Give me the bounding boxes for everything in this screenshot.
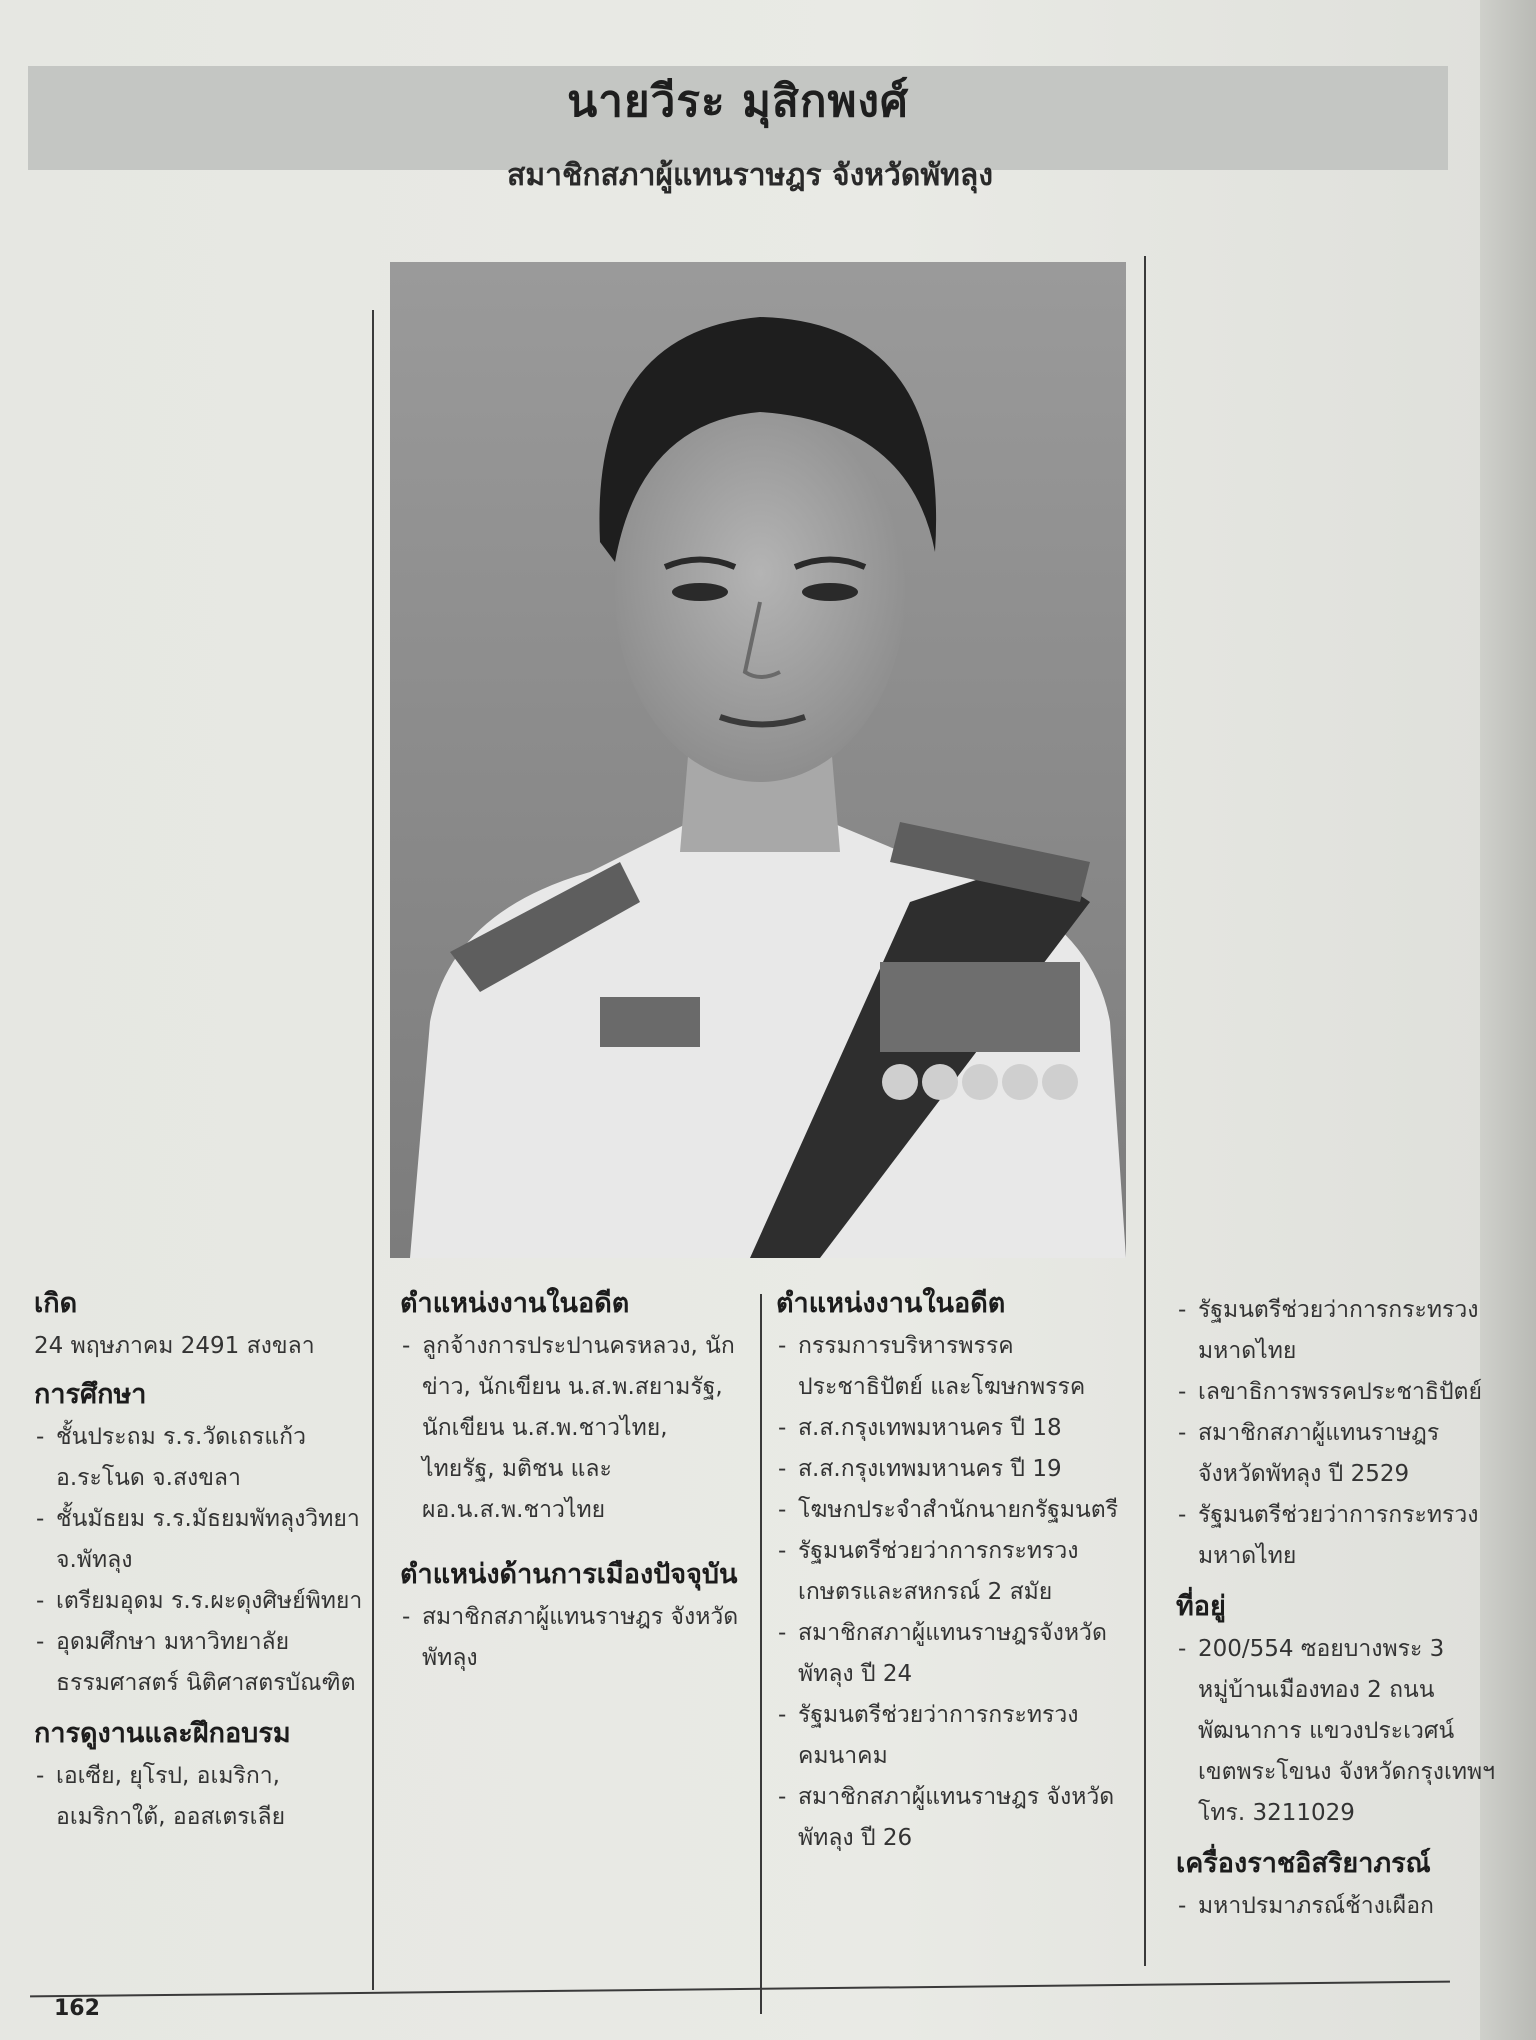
list-item: - สมาชิกสภาผู้แทนราษฎร จังหวัดพัทลุง ปี 26 — [776, 1777, 1136, 1859]
list-item: - มหาปรมาภรณ์ช้างเผือก — [1176, 1886, 1496, 1927]
divider-line — [372, 310, 374, 1990]
past-positions-heading: ตำแหน่งงานในอดีต — [400, 1288, 630, 1319]
current-positions-list — [400, 1597, 745, 1679]
education-heading: การศึกษา — [34, 1379, 147, 1410]
list-item: - เอเซีย, ยุโรป, อเมริกา, อเมริกาใต้, ออสเตรเลีย — [34, 1756, 364, 1838]
list-item: - ส.ส.กรุงเทพมหานคร ปี 19 — [776, 1449, 1136, 1490]
list-item: - รัฐมนตรีช่วยว่าการกระทรวงเกษตรและสหกรณ์ 2 สมัย — [776, 1531, 1136, 1613]
list-item: - สมาชิกสภาผู้แทนราษฎร จังหวัดพัทลุง ปี 2529 — [1176, 1413, 1496, 1495]
training-heading: การดูงานและฝึกอบรม — [34, 1718, 291, 1749]
list-item: - เลขาธิการพรรคประชาธิปัตย์ — [1176, 1372, 1496, 1413]
decorations-heading: เครื่องราชอิสริยาภรณ์ — [1176, 1848, 1431, 1879]
list-item: - เตรียมอุดม ร.ร.ผะดุงศิษย์พิทยา — [34, 1581, 364, 1622]
training-list — [34, 1756, 364, 1838]
person-position: สมาชิกสภาผู้แทนราษฎร จังหวัดพัทลุง — [507, 158, 993, 193]
list-item: - ลูกจ้างการประปานครหลวง, นักข่าว, นักเขียน น.ส.พ.สยามรัฐ, นักเขียน น.ส.พ.ชาวไทย, ไทยรัฐ, มติชน และ ผอ.น.ส.พ.ชาวไทย — [400, 1326, 745, 1531]
past-positions-list — [400, 1326, 745, 1531]
past-positions-list — [776, 1326, 1136, 1859]
decorations-list — [1176, 1886, 1496, 1927]
column-birth-education — [34, 1282, 364, 1846]
portrait-photo — [390, 262, 1126, 1258]
divider-line — [1144, 256, 1146, 1966]
column-past-current — [400, 1282, 745, 1687]
list-item: - ชั้นประถม ร.ร.วัดเถรแก้ว อ.ระโนด จ.สงขลา — [34, 1417, 364, 1499]
address-list — [1176, 1629, 1496, 1834]
list-item: - ชั้นมัธยม ร.ร.มัธยมพัทลุงวิทยา จ.พัทลุง — [34, 1499, 364, 1581]
column-address-decorations — [1176, 1290, 1496, 1935]
list-item: - 200/554 ซอยบางพระ 3 หมู่บ้านเมืองทอง 2 ถนนพัฒนาการ แขวงประเวศน์ เขตพระโขนง จังหวัดกรุงเทพฯ โทร. 3211029 — [1176, 1629, 1496, 1834]
past-positions-list-continued — [1176, 1290, 1496, 1577]
list-item: - อุดมศึกษา มหาวิทยาลัยธรรมศาสตร์ นิติศาสตรบัณฑิต — [34, 1622, 364, 1704]
past-positions-heading: ตำแหน่งงานในอดีต — [776, 1288, 1006, 1319]
list-item: - กรรมการบริหารพรรคประชาธิปัตย์ และโฆษกพรรค — [776, 1326, 1136, 1408]
current-positions-heading: ตำแหน่งด้านการเมืองปัจจุบัน — [400, 1559, 738, 1590]
divider-line — [760, 1294, 762, 2014]
column-past-positions — [776, 1282, 1136, 1867]
page-number: 162 — [54, 1996, 100, 2021]
address-heading: ที่อยู่ — [1176, 1591, 1226, 1622]
education-list — [34, 1417, 364, 1704]
list-item: - รัฐมนตรีช่วยว่าการกระทรวงมหาดไทย — [1176, 1290, 1496, 1372]
list-item: - รัฐมนตรีช่วยว่าการกระทรวงคมนาคม — [776, 1695, 1136, 1777]
list-item: - โฆษกประจำสำนักนายกรัฐมนตรี — [776, 1490, 1136, 1531]
list-item: - รัฐมนตรีช่วยว่าการกระทรวงมหาดไทย — [1176, 1495, 1496, 1577]
person-name: นายวีระ มุสิกพงศ์ — [567, 76, 909, 127]
list-item: - สมาชิกสภาผู้แทนราษฎร จังหวัดพัทลุง — [400, 1597, 745, 1679]
list-item: - ส.ส.กรุงเทพมหานคร ปี 18 — [776, 1408, 1136, 1449]
born-text: 24 พฤษภาคม 2491 สงขลา — [34, 1333, 315, 1359]
born-heading: เกิด — [34, 1288, 78, 1319]
portrait-image — [390, 262, 1126, 1258]
list-item: - สมาชิกสภาผู้แทนราษฎรจังหวัดพัทลุง ปี 24 — [776, 1613, 1136, 1695]
